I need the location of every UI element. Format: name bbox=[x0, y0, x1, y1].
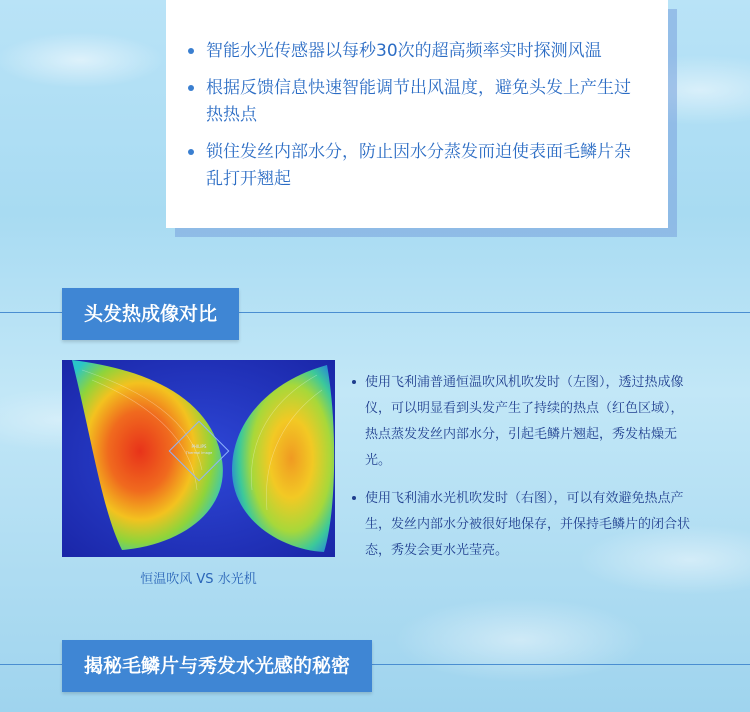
feature-card bbox=[166, 0, 668, 228]
thermal-watermark-text: PHILIPS bbox=[191, 444, 207, 449]
bullet-dot-icon bbox=[188, 149, 194, 155]
thermal-description-list bbox=[352, 370, 692, 576]
feature-item: 智能水光传感器以每秒30次的超高频率实时探测风温 bbox=[188, 38, 646, 65]
feature-list bbox=[166, 0, 668, 193]
thermal-comparison-image bbox=[62, 360, 335, 557]
description-item: 使用飞利浦水光机吹发时（右图），可以有效避免热点产生，发丝内部水分被很好地保存，并保持毛鳞片的闭合状态，秀发会更水光莹亮。 bbox=[352, 486, 692, 564]
section-title-secret: 揭秘毛鳞片与秀发水光感的秘密 bbox=[62, 640, 372, 692]
bullet-dot-icon bbox=[188, 48, 194, 54]
thermal-caption: 恒温吹风 VS 水光机 bbox=[140, 572, 257, 587]
svg-text:Thermal Image: Thermal Image bbox=[185, 451, 213, 455]
bullet-dot-icon bbox=[352, 496, 356, 500]
section-title-thermal: 头发热成像对比 bbox=[62, 288, 239, 340]
description-item: 使用飞利浦普通恒温吹风机吹发时（左图），透过热成像仪，可以明显看到头发产生了持续的热点（红色区域），热点蒸发发丝内部水分，引起毛鳞片翘起，秀发枯燥无光。 bbox=[352, 370, 692, 474]
thermal-image-graphic bbox=[62, 360, 335, 557]
feature-item: 锁住发丝内部水分，防止因水分蒸发而迫使表面毛鳞片杂乱打开翘起 bbox=[188, 139, 646, 193]
feature-item: 根据反馈信息快速智能调节出风温度，避免头发上产生过热热点 bbox=[188, 75, 646, 129]
bullet-dot-icon bbox=[188, 85, 194, 91]
bullet-dot-icon bbox=[352, 380, 356, 384]
